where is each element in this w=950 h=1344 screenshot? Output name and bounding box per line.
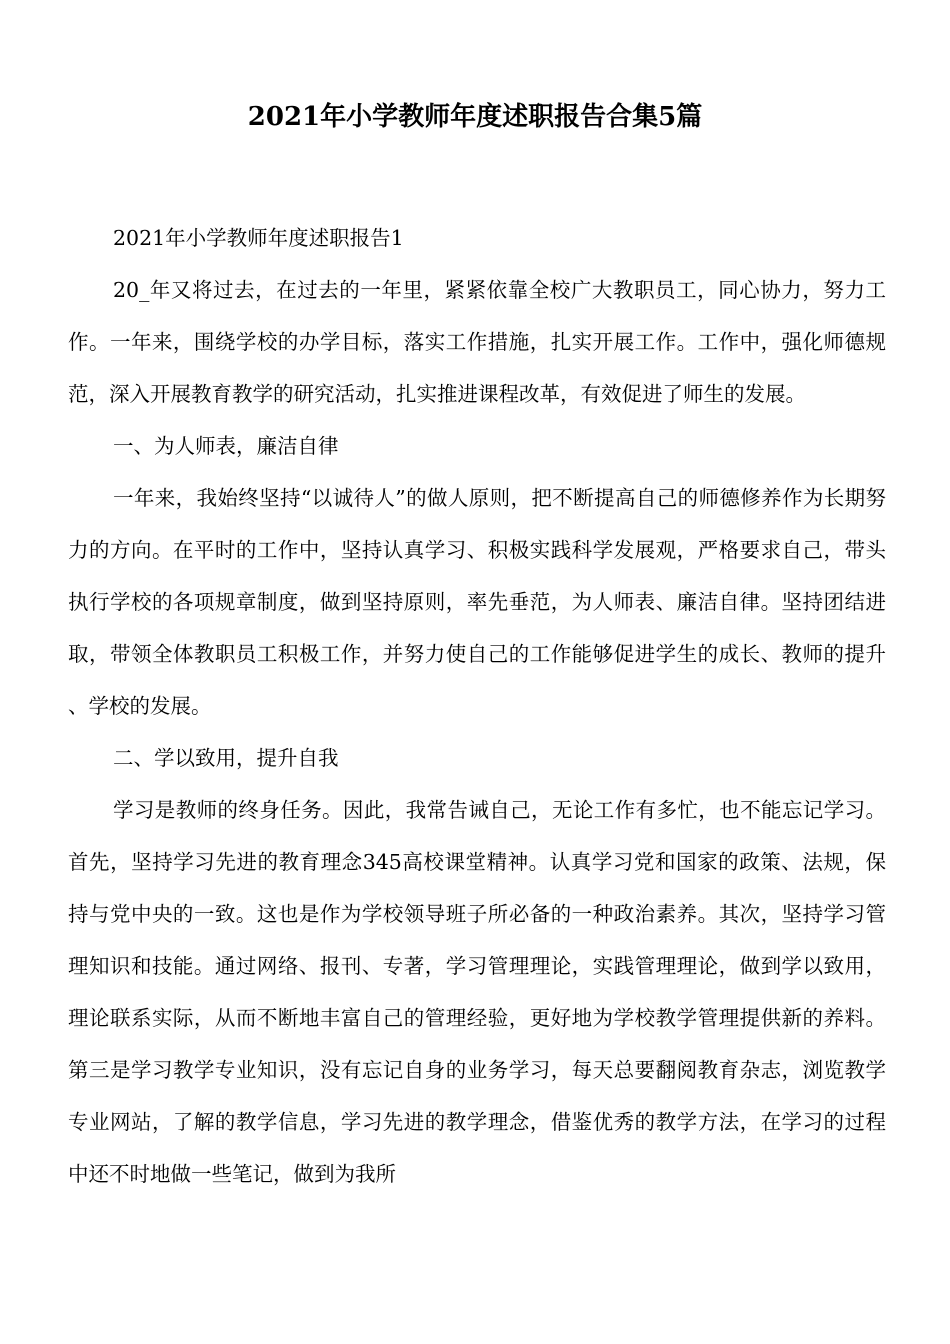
intro-paragraph: 20_年又将过去，在过去的一年里，紧紧依靠全校广大教职员工，同心协力，努力工作。一年来，围绕学校的办学目标，落实工作措施，扎实开展工作。工作中，强化师德规范，深入开展教育教学的研究活动，扎实推进课程改革，有效促进了师生的发展。 (68, 278, 886, 406)
document-title: 2021年小学教师年度述职报告合集5篇 (247, 102, 703, 132)
document-body (68, 212, 886, 1200)
section-heading-1: 一、为人师表，廉洁自律 (113, 434, 339, 458)
section-2-paragraph: 学习是教师的终身任务。因此，我常告诫自己，无论工作有多忙，也不能忘记学习。首先，坚持学习先进的教育理念345高校课堂精神。认真学习党和国家的政策、法规，保持与党中央的一致。这也是作为学校领导班子所必备的一种政治素养。其次，坚持学习管理知识和技能。通过网络、报刊、专著，学习管理理论，实践管理理论，做到学以致用，理论联系实际，从而不断地丰富自己的管理经验，更好地为学校教学管理提供新的养料。第三是学习教学专业知识，没有忘记自身的业务学习，每天总要翻阅教育杂志，浏览教学专业网站，了解的教学信息，学习先进的教学理念，借鉴优秀的教学方法，在学习的过程中还不时地做一些笔记，做到为我所 (68, 798, 886, 1186)
section-heading-report-1: 2021年小学教师年度述职报告1 (113, 226, 404, 250)
section-1-paragraph: 一年来，我始终坚持“以诚待人”的做人原则，把不断提高自己的师德修养作为长期努力的方向。在平时的工作中，坚持认真学习、积极实践科学发展观，严格要求自己，带头执行学校的各项规章制度，做到坚持原则，率先垂范，为人师表、廉洁自律。坚持团结进取，带领全体教职员工积极工作，并努力使自己的工作能够促进学生的成长、教师的提升、学校的发展。 (68, 486, 886, 718)
section-heading-2: 二、学以致用，提升自我 (113, 746, 339, 770)
